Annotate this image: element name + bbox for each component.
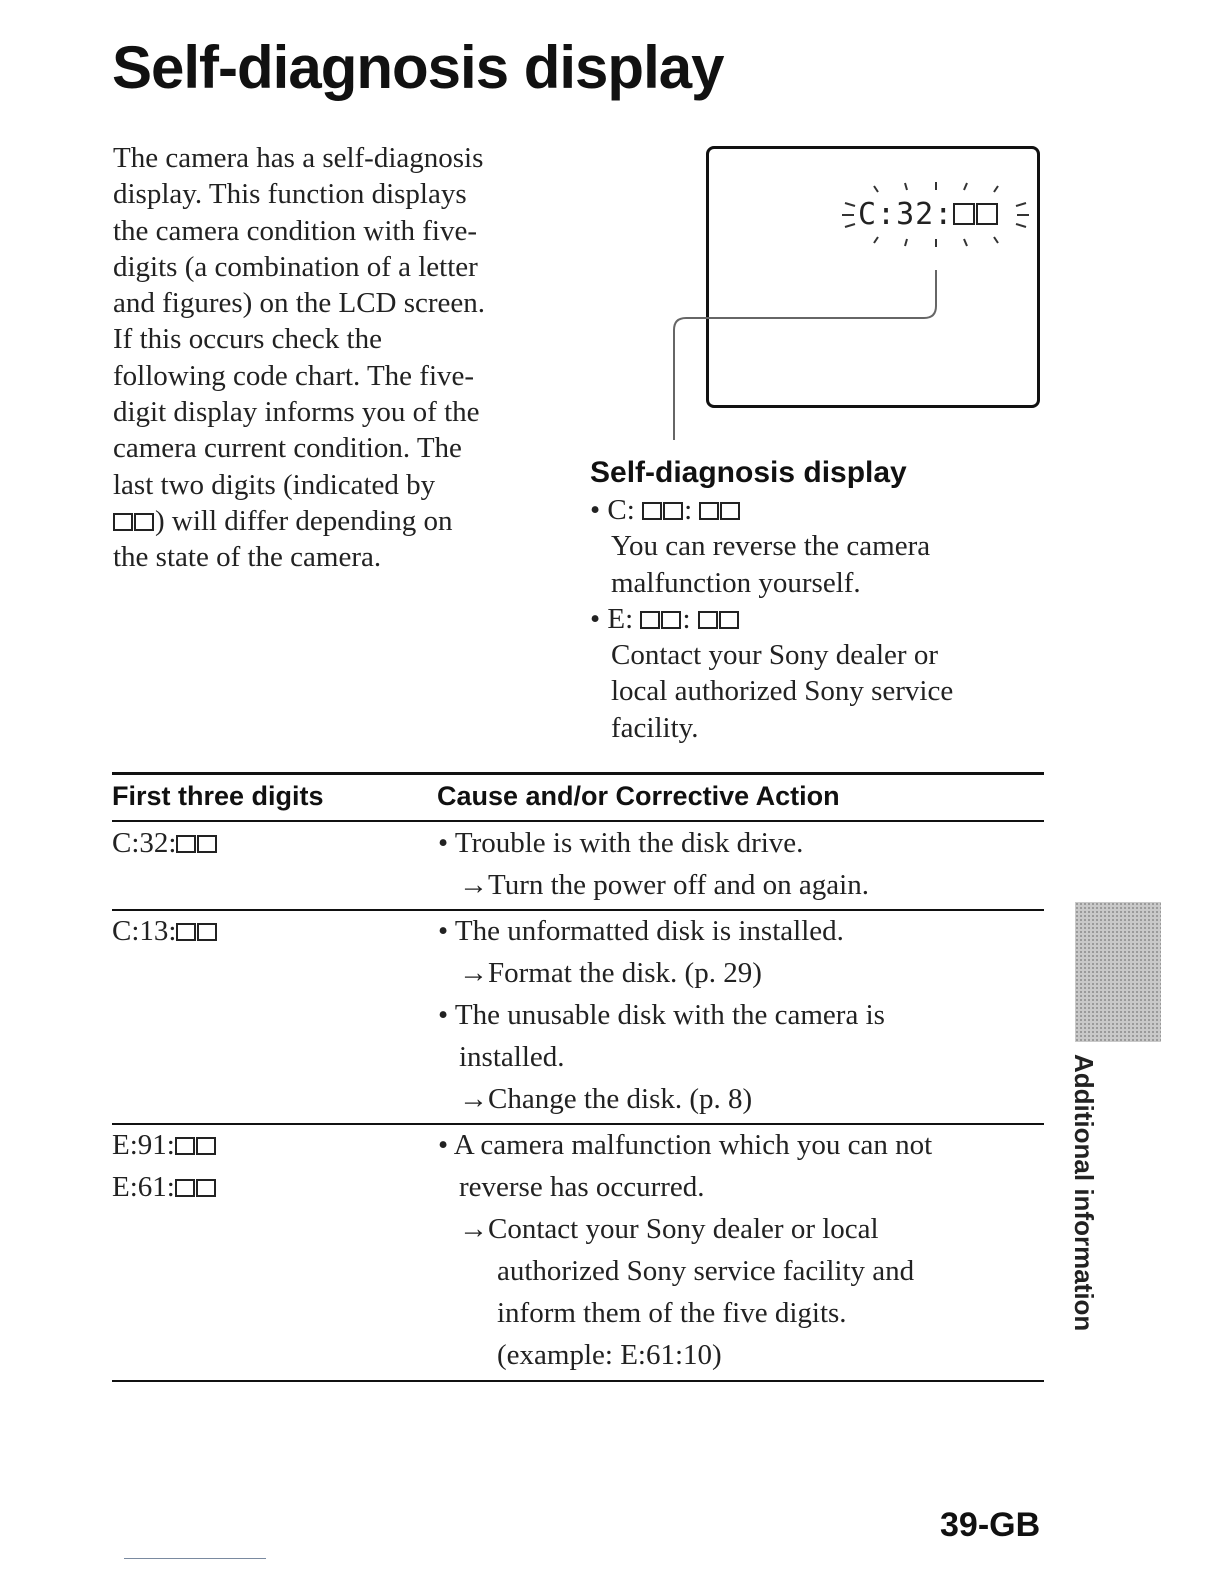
intro-paragraph (113, 140, 553, 576)
table-row-code (112, 822, 218, 864)
action-line: →Contact your Sony dealer or local (459, 1213, 879, 1245)
legend-item-c: • C: : (590, 492, 1030, 528)
table-row-action (438, 822, 869, 906)
section-tab-label: Additional information (1069, 1054, 1099, 1332)
table-bottom-rule (112, 1380, 1044, 1382)
cause-line: • A camera malfunction which you can not (438, 1129, 933, 1161)
cause-line: reverse has occurred. (459, 1171, 705, 1203)
page-title: Self-diagnosis display (112, 34, 724, 101)
intro-line: camera current condition. The (113, 432, 462, 465)
lcd-error-code (858, 196, 999, 234)
intro-line-with-boxes (113, 503, 553, 539)
legend-desc: local authorized Sony service (611, 675, 954, 708)
digit-box-icon (175, 1137, 195, 1155)
table-top-rule (112, 772, 1044, 775)
digit-box-icon (720, 502, 740, 520)
code-text: C:32: (112, 827, 177, 859)
intro-line: the camera condition with five- (113, 214, 477, 247)
digit-box-icon (640, 611, 660, 629)
cause-line: • The unformatted disk is installed. (438, 915, 844, 947)
digit-box-icon (197, 835, 217, 853)
intro-line: last two digits (indicated by (113, 468, 436, 501)
intro-line: digit display informs you of the (113, 396, 480, 429)
action-line: →Turn the power off and on again. (459, 869, 869, 901)
legend-desc: malfunction yourself. (611, 566, 861, 599)
code-text: C:13: (112, 915, 177, 947)
legend-item-e: • E: : (590, 601, 1030, 637)
code-text: E:61: (112, 1171, 175, 1203)
digit-box-icon (698, 611, 718, 629)
action-line: (example: E:61:10) (497, 1339, 722, 1371)
digit-box-icon (976, 203, 998, 225)
code-legend (590, 492, 1030, 746)
intro-line: The camera has a self-diagnosis (113, 142, 484, 174)
digit-box-icon (661, 611, 681, 629)
table-row-code (112, 1124, 217, 1208)
code-line (112, 1166, 217, 1208)
digit-box-icon (663, 502, 683, 520)
digit-box-icon (113, 513, 133, 531)
digit-box-icon (175, 1179, 195, 1197)
intro-line: If this occurs check the (113, 323, 382, 356)
table-row-code (112, 910, 218, 952)
intro-line-text: ) will differ depending on (155, 504, 453, 537)
intro-line: following code chart. The five- (113, 359, 475, 392)
digit-box-icon (719, 611, 739, 629)
section-tab-marker (1075, 902, 1161, 1042)
digit-box-icon (953, 203, 975, 225)
cause-line: installed. (459, 1041, 565, 1073)
digit-box-icon (197, 923, 217, 941)
action-line: →Format the disk. (p. 29) (459, 957, 762, 989)
table-row-action (438, 1124, 932, 1376)
digit-box-icon (134, 513, 154, 531)
digit-box-icon (196, 1137, 216, 1155)
legend-desc: You can reverse the camera (611, 530, 931, 563)
footer-line (124, 1558, 266, 1559)
legend-desc: Contact your Sony dealer or (611, 639, 938, 672)
lcd-screen-illustration (706, 146, 1040, 408)
table-row-action (438, 910, 885, 1120)
action-line: authorized Sony service facility and (497, 1255, 915, 1287)
digit-box-icon (176, 835, 196, 853)
action-line: →Change the disk. (p. 8) (459, 1083, 753, 1115)
intro-line: the state of the camera. (113, 541, 382, 574)
intro-line: and figures) on the LCD screen. (113, 287, 486, 320)
legend-desc: facility. (611, 711, 699, 744)
callout-title: Self-diagnosis display (590, 456, 907, 489)
intro-line: display. This function displays (113, 178, 467, 211)
intro-line: digits (a combination of a letter (113, 250, 478, 283)
code-text: E:91: (112, 1129, 175, 1161)
code-line (112, 1124, 217, 1166)
table-header-cause: Cause and/or Corrective Action (437, 781, 840, 811)
legend-code: • C: (590, 494, 635, 526)
digit-box-icon (176, 923, 196, 941)
legend-code: • E: (590, 602, 634, 635)
digit-box-icon (699, 502, 719, 520)
cause-line: • The unusable disk with the camera is (438, 999, 885, 1031)
cause-line: • Trouble is with the disk drive. (438, 827, 804, 859)
page-number: 39-GB (940, 1506, 1041, 1544)
digit-box-icon (642, 502, 662, 520)
lcd-code-text: C:32: (858, 197, 954, 232)
table-header-digits: First three digits (112, 781, 324, 811)
digit-box-icon (196, 1179, 216, 1197)
action-line: inform them of the five digits. (497, 1297, 847, 1329)
